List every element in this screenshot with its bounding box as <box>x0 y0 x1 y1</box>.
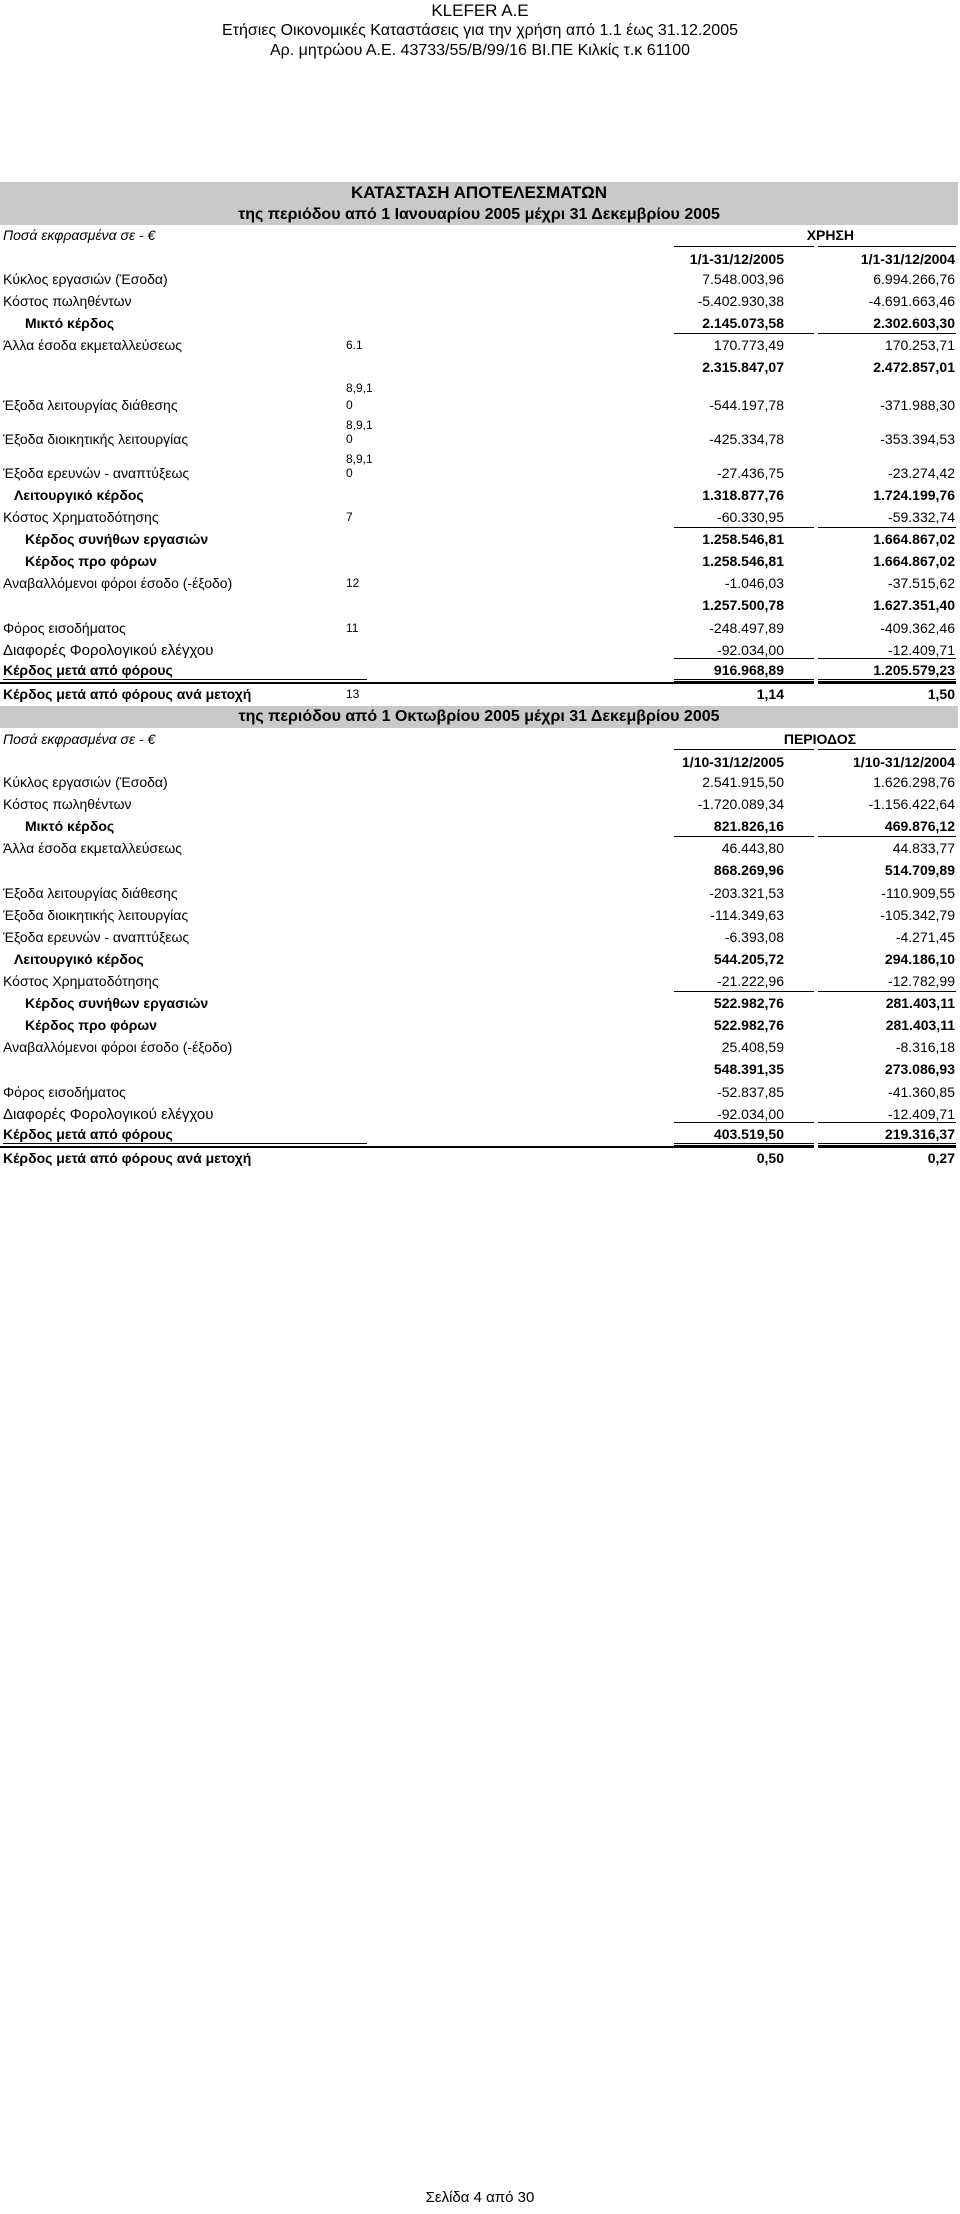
annual-note: 13 <box>346 687 360 701</box>
annual-label: Μικτό κέρδος <box>25 315 115 331</box>
period1-group-row <box>0 225 960 245</box>
quarter-row <box>0 970 960 992</box>
quarter-row <box>0 837 960 859</box>
annual-label: Αναβαλλόμενοι φόροι έσοδο (-έξοδο) <box>3 575 233 591</box>
quarter-label: Διαφορές Φορολογικού ελέγχου <box>3 1106 214 1123</box>
quarter-label: Φόρος εισοδήματος <box>3 1084 126 1100</box>
annual-value-prior: 1.205.579,23 <box>873 662 955 678</box>
quarter-rows <box>0 771 960 1170</box>
period2-group: ΠΕΡΙΟΔΟΣ <box>783 731 856 747</box>
quarter-value-prior: -105.342,79 <box>880 907 955 923</box>
annual-note: 0 <box>346 466 353 480</box>
period2-title: της περιόδου από 1 Οκτωβρίου 2005 μέχρι 31 Δεκεμβρίου 2005 <box>0 706 958 728</box>
quarter-value-current: 522.982,76 <box>713 995 784 1011</box>
annual-label: Φόρος εισοδήματος <box>3 620 126 636</box>
annual-value-prior: 1.724.199,76 <box>873 487 955 503</box>
annual-value-prior: -23.274,42 <box>888 465 955 481</box>
col1-rule <box>674 246 814 247</box>
quarter-value-current: 2.541.915,50 <box>702 774 784 790</box>
quarter-label: Μικτό κέρδος <box>25 818 115 834</box>
annual-label: Λειτουργικό κέρδος <box>14 487 144 503</box>
quarter-value-current: 46.443,80 <box>721 840 784 856</box>
annual-value-prior: -353.394,53 <box>880 431 955 447</box>
quarter-value-current: 548.391,35 <box>713 1061 784 1077</box>
period2-col2: 1/10-31/12/2004 <box>853 754 955 770</box>
annual-note-top: 8,9,1 <box>346 381 373 395</box>
quarter-value-current: -52.837,85 <box>717 1084 784 1100</box>
annual-note: 0 <box>346 398 353 412</box>
quarter-value-prior: 219.316,37 <box>884 1126 955 1142</box>
quarter-value-current: 544.205,72 <box>713 951 784 967</box>
period1-group: ΧΡΗΣΗ <box>806 227 854 243</box>
annual-row <box>0 639 960 659</box>
annual-value-current: -1.046,03 <box>724 575 784 591</box>
annual-label: Άλλα έσοδα εκμεταλλεύσεως <box>3 337 182 353</box>
quarter-value-prior: 1.626.298,76 <box>873 774 955 790</box>
amounts-label: Ποσά εκφρασμένα σε - € <box>3 227 156 243</box>
quarter-row <box>0 1144 960 1170</box>
annual-label: Κόστος Χρηματοδότησης <box>3 509 159 525</box>
quarter-label: Έξοδα λειτουργίας διάθεσης <box>3 885 178 901</box>
row-rule <box>0 1146 814 1148</box>
annual-row <box>0 312 960 334</box>
quarter-label: Έξοδα ερευνών - αναπτύξεως <box>3 929 190 945</box>
quarter-value-prior: -110.909,55 <box>881 885 955 901</box>
document-header <box>0 0 960 61</box>
annual-label: Κέρδος μετά από φόρους ανά μετοχή <box>3 686 252 702</box>
period2-group-row <box>0 728 960 748</box>
document-subtitle: Ετήσιες Οικονομικές Καταστάσεις για την χρήση από 1.1 έως 31.12.2005 <box>222 22 738 39</box>
quarter-label: Λειτουργικό κέρδος <box>14 951 144 967</box>
quarter-label: Κέρδος μετά από φόρους <box>3 1126 173 1142</box>
quarter-value-current: -92.034,00 <box>717 1106 784 1122</box>
quarter-row <box>0 1014 960 1036</box>
annual-value-prior: -409.362,46 <box>880 620 955 636</box>
quarter-row <box>0 1036 960 1058</box>
quarter-value-prior: 0,27 <box>927 1150 955 1166</box>
quarter-label: Κέρδος προ φόρων <box>25 1017 157 1033</box>
annual-row <box>0 659 960 680</box>
quarter-value-prior: 469.876,12 <box>884 818 955 834</box>
annual-row <box>0 680 960 706</box>
annual-value-current: -425.334,78 <box>709 431 784 447</box>
quarter-row <box>0 1103 960 1123</box>
income-statement <box>0 182 960 1170</box>
annual-value-prior: 6.994.266,76 <box>873 271 955 287</box>
annual-row <box>0 550 960 572</box>
annual-note: 0 <box>346 432 353 446</box>
annual-value-current: -60.330,95 <box>717 509 784 525</box>
annual-row <box>0 334 960 356</box>
quarter-label: Άλλα έσοδα εκμεταλλεύσεως <box>3 840 182 856</box>
annual-value-current: -5.402.930,38 <box>697 293 784 309</box>
annual-value-current: 1,14 <box>756 686 784 702</box>
period1-col2: 1/1-31/12/2004 <box>860 251 955 267</box>
company-name: KLEFER A.E <box>431 1 529 20</box>
annual-row <box>0 356 960 379</box>
annual-note-top: 8,9,1 <box>346 418 373 432</box>
quarter-value-prior: 281.403,11 <box>885 995 955 1011</box>
annual-row <box>0 572 960 594</box>
annual-value-current: 7.548.003,96 <box>702 271 784 287</box>
annual-value-current: 170.773,49 <box>713 337 784 353</box>
quarter-value-prior: -8.316,18 <box>895 1039 955 1055</box>
quarter-row <box>0 992 960 1014</box>
row-rule <box>818 682 956 684</box>
quarter-value-current: 0,50 <box>756 1150 784 1166</box>
annual-row <box>0 450 960 484</box>
quarter-value-current: -203.321,53 <box>709 885 784 901</box>
quarter-value-prior: -41.360,85 <box>888 1084 955 1100</box>
quarter-value-current: -114.349,63 <box>710 907 784 923</box>
annual-note: 7 <box>346 510 353 524</box>
annual-value-prior: 2.302.603,30 <box>873 315 955 331</box>
annual-note: 12 <box>346 576 360 590</box>
col2-rule <box>818 246 956 247</box>
annual-label: Έξοδα λειτουργίας διάθεσης <box>3 397 178 413</box>
annual-label: Κέρδος συνήθων εργασιών <box>25 531 209 547</box>
annual-value-current: 1.318.877,76 <box>702 487 784 503</box>
annual-row <box>0 594 960 617</box>
row-rule <box>818 1146 956 1148</box>
quarter-value-prior: -12.409,71 <box>888 1106 955 1122</box>
statement-title-band <box>0 182 958 225</box>
period1-col1: 1/1-31/12/2005 <box>689 251 784 267</box>
annual-row <box>0 268 960 290</box>
statement-title: ΚΑΤΑΣΤΑΣΗ ΑΠΟΤΕΛΕΣΜΑΤΩΝ <box>350 183 608 202</box>
annual-value-current: 1.258.546,81 <box>702 553 784 569</box>
annual-value-prior: 1,50 <box>927 686 955 702</box>
quarter-value-current: -21.222,96 <box>717 973 784 989</box>
row-rule <box>0 682 814 684</box>
amounts-label-2: Ποσά εκφρασμένα σε - € <box>3 731 156 747</box>
annual-label: Έξοδα διοικητικής λειτουργίας <box>3 431 189 447</box>
quarter-value-current: 403.519,50 <box>713 1126 784 1142</box>
registry-line: Αρ. μητρώου Α.Ε. 43733/55/Β/99/16 ΒΙ.ΠΕ Κιλκίς τ.κ 61100 <box>269 42 691 59</box>
annual-label: Κέρδος μετά από φόρους <box>3 662 173 678</box>
annual-value-current: -92.034,00 <box>717 642 784 658</box>
quarter-value-current: 522.982,76 <box>713 1017 784 1033</box>
annual-row <box>0 416 960 450</box>
quarter-row <box>0 1058 960 1081</box>
annual-value-current: -248.497,89 <box>709 620 784 636</box>
quarter-value-current: 868.269,96 <box>713 862 784 878</box>
annual-value-prior: 1.627.351,40 <box>873 597 955 613</box>
quarter-row <box>0 904 960 926</box>
quarter-value-prior: 273.086,93 <box>884 1061 955 1077</box>
quarter-value-current: 821.826,16 <box>713 818 784 834</box>
annual-row <box>0 617 960 639</box>
col1-rule-2 <box>674 749 814 750</box>
annual-value-prior: -37.515,62 <box>888 575 955 591</box>
annual-row <box>0 290 960 312</box>
quarter-row <box>0 815 960 837</box>
annual-value-current: -544.197,78 <box>709 397 784 413</box>
annual-value-prior: 1.664.867,02 <box>873 531 955 547</box>
quarter-row <box>0 1081 960 1103</box>
annual-row <box>0 484 960 506</box>
quarter-row <box>0 859 960 882</box>
annual-note: 11 <box>346 621 359 635</box>
quarter-row <box>0 771 960 793</box>
quarter-value-prior: -12.782,99 <box>888 973 955 989</box>
quarter-value-prior: 514.709,89 <box>884 862 955 878</box>
annual-row <box>0 528 960 550</box>
quarter-value-prior: -1.156.422,64 <box>868 796 955 812</box>
annual-row <box>0 379 960 416</box>
quarter-value-prior: -4.271,45 <box>895 929 955 945</box>
annual-value-prior: -12.409,71 <box>888 642 955 658</box>
period2-columns-row <box>0 748 960 771</box>
annual-value-prior: -4.691.663,46 <box>868 293 955 309</box>
annual-value-prior: -59.332,74 <box>888 509 955 525</box>
annual-value-current: 1.258.546,81 <box>702 531 784 547</box>
annual-value-current: 2.315.847,07 <box>702 359 784 375</box>
quarter-row <box>0 882 960 904</box>
quarter-value-current: 25.408,59 <box>721 1039 784 1055</box>
quarter-label: Κέρδος συνήθων εργασιών <box>25 995 209 1011</box>
annual-label: Κέρδος προ φόρων <box>25 553 157 569</box>
annual-value-current: -27.436,75 <box>717 465 784 481</box>
annual-value-current: 916.968,89 <box>713 662 784 678</box>
annual-row <box>0 506 960 528</box>
page-footer: Σελίδα 4 από 30 <box>425 2189 535 2206</box>
annual-value-prior: 170.253,71 <box>884 337 955 353</box>
quarter-value-prior: 294.186,10 <box>884 951 955 967</box>
quarter-value-current: -1.720.089,34 <box>697 796 784 812</box>
quarter-row <box>0 948 960 970</box>
quarter-value-prior: 281.403,11 <box>885 1017 955 1033</box>
period2-col1: 1/10-31/12/2005 <box>682 754 784 770</box>
annual-value-prior: -371.988,30 <box>880 397 955 413</box>
quarter-value-prior: 44.833,77 <box>892 840 955 856</box>
annual-note: 6.1 <box>346 338 363 352</box>
quarter-label: Κόστος Χρηματοδότησης <box>3 973 159 989</box>
annual-note-top: 8,9,1 <box>346 452 373 466</box>
annual-label: Κύκλος εργασιών (Έσοδα) <box>3 271 168 287</box>
quarter-label: Κύκλος εργασιών (Έσοδα) <box>3 774 168 790</box>
quarter-row <box>0 793 960 815</box>
quarter-label: Έξοδα διοικητικής λειτουργίας <box>3 907 189 923</box>
period1-columns-row <box>0 245 960 268</box>
annual-value-current: 2.145.073,58 <box>702 315 784 331</box>
quarter-label: Αναβαλλόμενοι φόροι έσοδο (-έξοδο) <box>3 1039 233 1055</box>
quarter-row <box>0 926 960 948</box>
annual-value-current: 1.257.500,78 <box>702 597 784 613</box>
quarter-row <box>0 1123 960 1144</box>
annual-label: Κόστος πωληθέντων <box>3 293 132 309</box>
quarter-value-current: -6.393,08 <box>724 929 784 945</box>
annual-rows <box>0 268 960 706</box>
annual-label: Διαφορές Φορολογικού ελέγχου <box>3 642 214 659</box>
annual-value-prior: 2.472.857,01 <box>873 359 955 375</box>
annual-label: Έξοδα ερευνών - αναπτύξεως <box>3 465 190 481</box>
quarter-label: Κέρδος μετά από φόρους ανά μετοχή <box>3 1150 252 1166</box>
annual-value-prior: 1.664.867,02 <box>873 553 955 569</box>
col2-rule-2 <box>818 749 956 750</box>
period1-title: της περιόδου από 1 Ιανουαρίου 2005 μέχρι 31 Δεκεμβρίου 2005 <box>238 206 720 223</box>
quarter-label: Κόστος πωληθέντων <box>3 796 132 812</box>
